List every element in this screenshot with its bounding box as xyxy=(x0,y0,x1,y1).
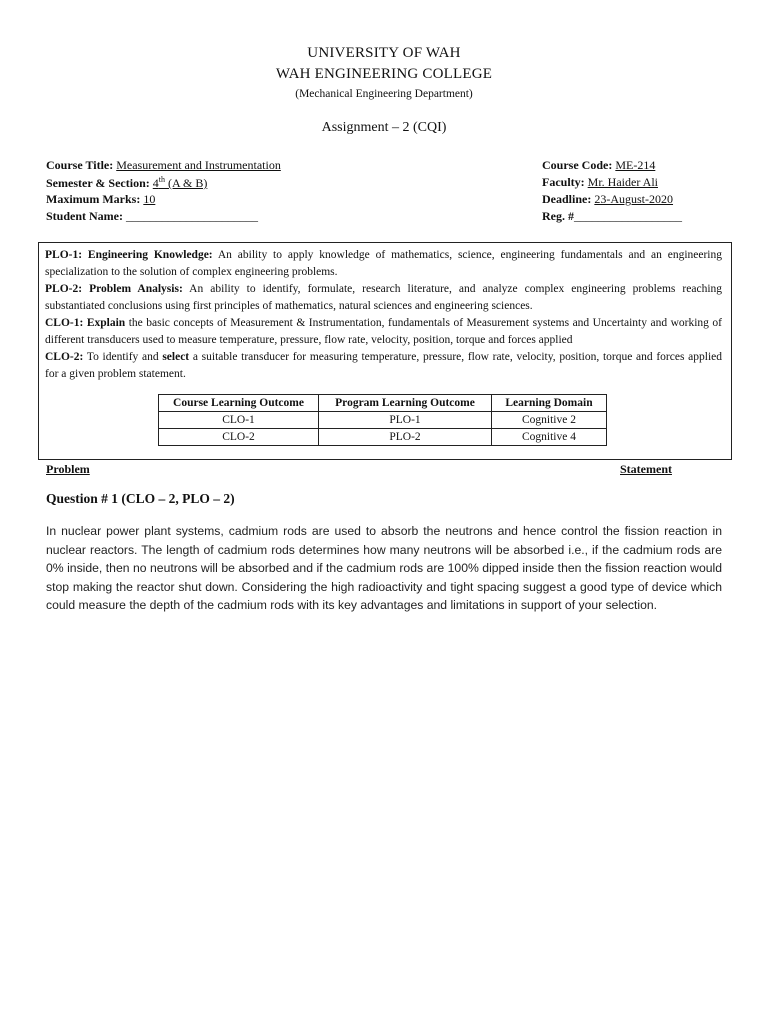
table-cell: PLO-2 xyxy=(319,429,492,446)
course-title-label: Course Title: xyxy=(46,158,114,172)
department-name: (Mechanical Engineering Department) xyxy=(295,88,473,100)
table-cell: Cognitive 2 xyxy=(492,412,607,429)
clo2-keyword: select xyxy=(162,351,190,363)
semester-label: Semester & Section: xyxy=(46,176,150,190)
table-cell: PLO-1 xyxy=(319,412,492,429)
table-row xyxy=(159,412,607,429)
outcome-mapping-table xyxy=(158,394,607,446)
clo1-text: the basic concepts of Measurement & Instrumentation, fundamentals of Measurement systems and Uncertainty and working of different transducers used to measure temperature, pressure, flow rate, velocity, position, torque and forces applied xyxy=(45,317,722,346)
plo2-label: PLO-2: Problem Analysis: xyxy=(45,283,183,295)
plo2-text: An ability to identify, formulate, research literature, and analyze complex engineering problems reaching substantiated conclusions using first principles of mathematics, natural sciences and engineering sciences. xyxy=(45,283,723,312)
clo2-pre: To identify and xyxy=(83,351,163,363)
plo2-paragraph xyxy=(45,281,722,315)
statement-heading: Statement xyxy=(620,462,672,476)
deadline-value: 23-August-2020 xyxy=(594,192,674,206)
deadline-row xyxy=(542,192,673,207)
assignment-title: Assignment – 2 (CQI) xyxy=(321,120,447,135)
header-domain: Learning Domain xyxy=(492,395,607,412)
faculty-row xyxy=(542,175,658,190)
faculty-value: Mr. Haider Ali xyxy=(587,175,658,189)
student-name-blank: ______________________ xyxy=(126,209,258,223)
plo1-paragraph xyxy=(45,247,722,281)
semester-section: (A & B) xyxy=(164,176,208,190)
max-marks-value: 10 xyxy=(143,192,156,206)
college-name: WAH ENGINEERING COLLEGE xyxy=(275,66,493,82)
course-title-value: Measurement and Instrumentation xyxy=(116,158,281,172)
header-clo: Course Learning Outcome xyxy=(159,395,319,412)
max-marks-row xyxy=(46,192,155,207)
clo1-paragraph xyxy=(45,315,722,349)
clo1-label: CLO-1: xyxy=(45,317,84,329)
table-header-row xyxy=(159,395,607,412)
plo1-label: PLO-1: Engineering Knowledge: xyxy=(45,249,213,261)
question-title: Question # 1 (CLO – 2, PLO – 2) xyxy=(46,491,235,506)
clo2-paragraph xyxy=(45,349,722,383)
max-marks-label: Maximum Marks: xyxy=(46,192,141,206)
clo2-text: a suitable transducer for measuring temperature, pressure, flow rate, velocity, position, torque and forces applied for a given problem statement. xyxy=(45,351,723,380)
course-title-row xyxy=(46,158,281,173)
header-plo: Program Learning Outcome xyxy=(319,395,492,412)
deadline-label: Deadline: xyxy=(542,192,592,206)
reg-number-row xyxy=(542,209,682,224)
semester-value xyxy=(153,176,208,190)
table-row xyxy=(159,429,607,446)
problem-heading: Problem xyxy=(46,462,90,476)
reg-number-label: Reg. # xyxy=(542,209,574,223)
course-code-label: Course Code: xyxy=(542,158,613,172)
question-body: In nuclear power plant systems, cadmium rods are used to absorb the neutrons and hence control the fission reaction in nuclear reactors. The length of cadmium rods determines how many neutrons will be absorbed i.e., if the cadmium rods are 0% inside, then no neutrons will be absorbed and if the cadmium rods are 100% dipped inside then the fission reaction would stop making the reactor shut down. Considering the high radioactivity and tight spacing suggest a good type of device which could measure the depth of the cadmium rods with its key advantages and limitations in support of your selection. xyxy=(46,524,722,613)
table-cell: CLO-2 xyxy=(159,429,319,446)
semester-row xyxy=(46,175,207,191)
clo1-keyword: Explain xyxy=(83,317,126,329)
course-code-row xyxy=(542,158,655,173)
table-cell: Cognitive 4 xyxy=(492,429,607,446)
table-cell: CLO-1 xyxy=(159,412,319,429)
university-name: UNIVERSITY OF WAH xyxy=(307,45,461,61)
semester-suffix: th xyxy=(158,175,165,184)
student-name-label: Student Name: xyxy=(46,209,123,223)
course-code-value: ME-214 xyxy=(615,158,656,172)
clo2-label: CLO-2: xyxy=(45,351,84,363)
faculty-label: Faculty: xyxy=(542,175,585,189)
student-name-row xyxy=(46,209,258,224)
semester-number: 4 xyxy=(152,176,159,190)
reg-number-blank: __________________ xyxy=(574,209,682,223)
plo1-text: An ability to apply knowledge of mathematics, science, engineering fundamentals and an engineering specialization to the solution of complex engineering problems. xyxy=(45,249,722,278)
